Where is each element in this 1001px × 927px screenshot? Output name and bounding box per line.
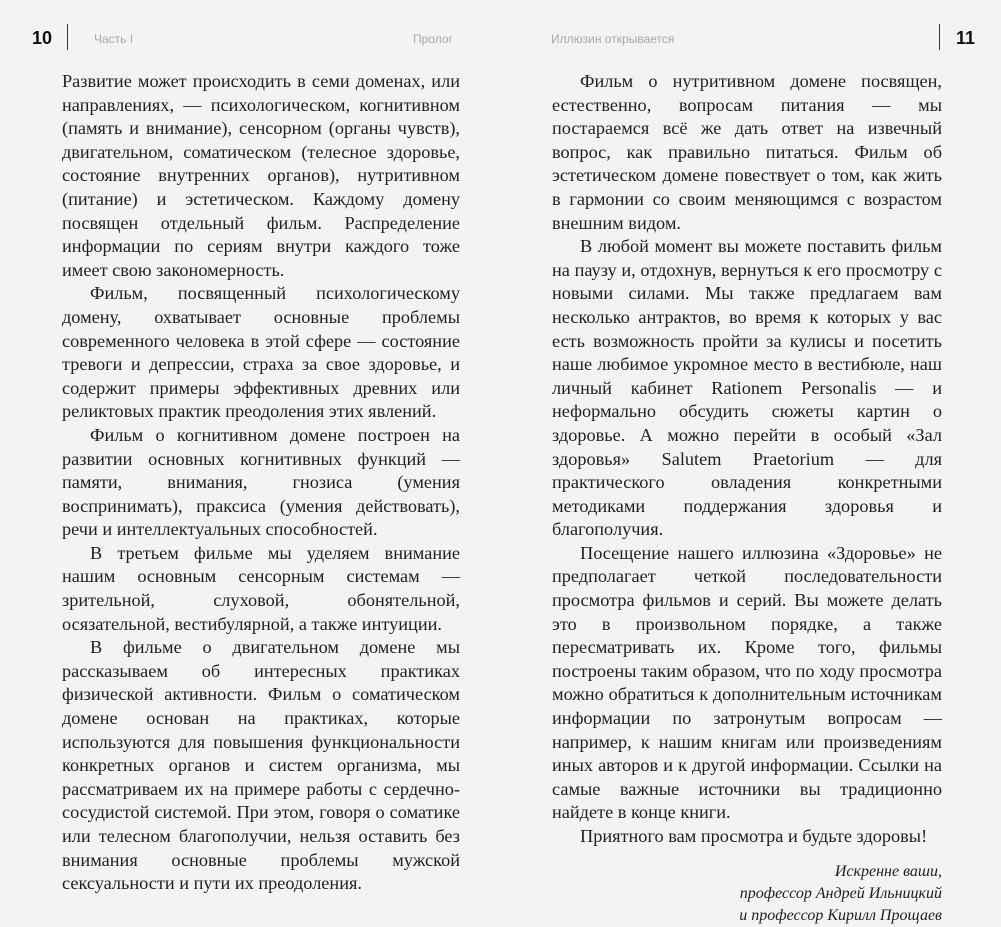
- header-running-title: Иллюзин открывается: [551, 32, 675, 46]
- page-header: [0, 24, 1001, 54]
- signature-line: и профессор Кирилл Прощаев: [739, 906, 942, 924]
- header-divider-right: [939, 24, 940, 50]
- right-page-number: 11: [956, 28, 976, 48]
- signature: [552, 861, 942, 927]
- paragraph: Приятного вам просмотра и будьте здоровы!: [580, 826, 928, 846]
- header-chapter: Пролог: [413, 32, 453, 46]
- signature-line: Искренне ваши,: [834, 862, 942, 880]
- paragraph: Фильм, посвященный психологическому домену, охватывает основные проблемы современного человека в этой сфере — состояние тревоги и депрессии, страха за свое здоровье, и содержит примеры эффективных древних или реликтовых практик преодоления этих явлений.: [62, 283, 460, 422]
- left-page-text: [62, 70, 460, 896]
- right-page-text: [552, 70, 942, 927]
- signature-line: профессор Андрей Ильницкий: [739, 884, 942, 902]
- paragraph: В фильме о двигательном домене мы рассказываем об интересных практиках физической активности. Фильм о соматическом домене основан на практиках, которые используются для повышения функциональности конкретных органов и систем организма, мы рассматриваем их на примере работы с сердечно-сосудистой системой. При этом, говоря о соматике или телесном благополучии, нельзя оставить без внимания основные проблемы мужской сексуальности и пути их преодоления.: [62, 637, 460, 894]
- header-part: Часть I: [94, 32, 134, 46]
- header-divider-left: [67, 24, 68, 50]
- paragraph: В любой момент вы можете поставить фильм на паузу и, отдохнув, вернуться к его просмотру с новыми силами. Мы также предлагаем вам несколько антрактов, во время к которых у вас есть возможность пройти за кулисы и посетить наше любимое укромное место в вестибюле, наш личный кабинет Rationem Personalis — и неформально обсудить сюжеты картин о здоровье. А можно перейти в особый «Зал здоровья» Salutem Praetorium — для практического овладения конкретными методиками поддержания здоровья и благополучия.: [552, 236, 943, 540]
- paragraph: Фильм о нутритивном домене посвящен, естественно, вопросам питания — мы постараемся всё же дать ответ на извечный вопрос, как правильно питаться. Фильм об эстетическом домене повествует о том, как жить в гармонии со своим меняющимся с возрастом внешним видом.: [552, 71, 942, 233]
- paragraph: Фильм о когнитивном домене построен на развитии основных когнитивных функций — памяти, внимания, гнозиса (умения воспринимать), праксиса (умения действовать), речи и интеллектуальных способностей.: [62, 424, 460, 540]
- paragraph: Развитие может происходить в семи доменах, или направлениях, — психологическом, когнитивном (память и внимание), сенсорном (органы чувств), двигательном, соматическом (телесное здоровье, состояние внутренних органов), нутритивном (питание) и эстетическом. Каждому домену посвящен отдельный фильм. Распределение информации по сериям внутри каждого тоже имеет свою закономерность.: [62, 71, 460, 280]
- left-page-number: 10: [32, 28, 53, 48]
- paragraph: Посещение нашего иллюзина «Здоровье» не предполагает четкой последовательности просмотра фильмов и серий. Вы можете делать это в произвольном порядке, а также пересматривать их. Кроме того, фильмы построены таким образом, что по ходу просмотра можно обратиться к дополнительным источникам информации по затронутым вопросам — например, к нашим книгам или произведениям иных авторов и к другой информации. Ссылки на самые важные источники вы традиционно найдете в конце книги.: [552, 542, 942, 823]
- paragraph: В третьем фильме мы уделяем внимание нашим основным сенсорным системам — зрительной, слуховой, обонятельной, осязательной, вестибулярной, а также интуиции.: [62, 542, 460, 634]
